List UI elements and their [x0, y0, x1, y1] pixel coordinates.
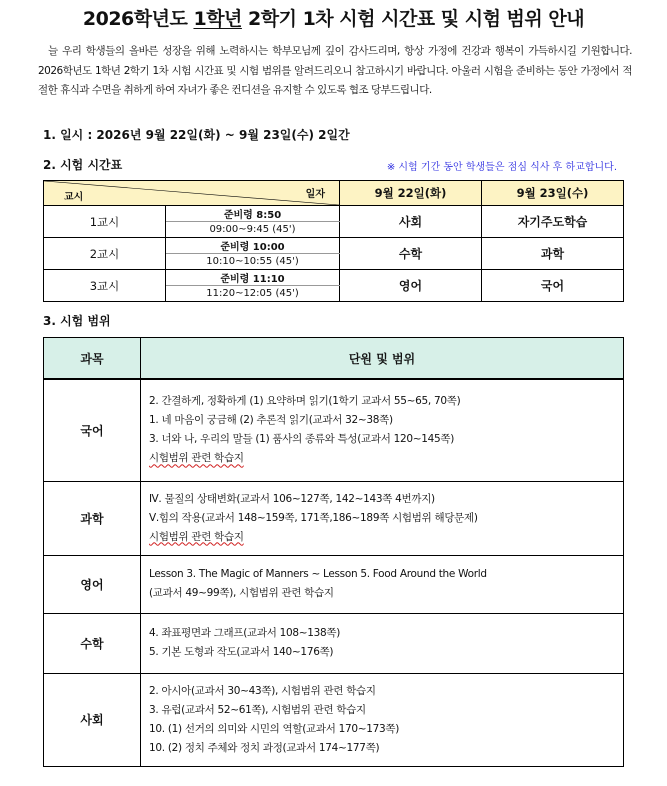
scope-line: 3. 너와 나, 우리의 말들 (1) 품사의 종류와 특성(교과서 120~145쪽) [149, 433, 455, 446]
corner-date-label: 일자 [305, 189, 325, 200]
schedule-table [43, 180, 624, 302]
title-year: 2026학년도 [82, 8, 188, 30]
range-subject-english: 영어 [44, 555, 141, 613]
period-2-ready: 준비령 10:00 [166, 238, 340, 254]
period-2-day1-subject: 수학 [340, 238, 482, 270]
scope-line: (교과서 49~99쪽), 시험범위 관련 학습지 [149, 587, 334, 599]
range-subject-science: 과학 [44, 481, 141, 555]
schedule-corner-cell [44, 181, 340, 206]
section-date: 1. 일시 : 2026년 9월 22일(화) ~ 9월 23일(수) 2일간 [43, 128, 350, 142]
range-header-subject: 과목 [44, 338, 141, 380]
range-subject-korean: 국어 [44, 379, 141, 481]
scope-line: 시험범위 관련 학습지 [149, 452, 244, 465]
scope-line: 4. 좌표평면과 그래프(교과서 108~138쪽) [149, 627, 341, 639]
range-scope-korean [141, 379, 624, 481]
period-3-time: 11:20~12:05 (45') [166, 286, 340, 302]
period-3-day2-subject: 국어 [482, 270, 624, 302]
title-rest: 2학기 1차 시험 시간표 및 시험 범위 안내 [248, 8, 585, 30]
scope-line: Ⅳ. 물질의 상태변화(교과서 106~127쪽, 142~143쪽 4번까지) [149, 492, 435, 505]
section-range-heading: 3. 시험 범위 [43, 314, 111, 328]
scope-line: 10. (2) 정치 주체와 정치 과정(교과서 174~177쪽) [149, 741, 380, 754]
range-scope-social [141, 673, 624, 766]
date-header-2: 9월 23일(수) [482, 181, 624, 206]
intro-paragraph: 늘 우리 학생들의 올바른 성장을 위해 노력하시는 학부모님께 깊이 감사드리며, 항상 가정에 건강과 행복이 가득하시길 기원합니다. 2026학년도 1학년 2학기 1차 시험 시간표 및 시험 범위를 알려드리오니 참고하시기 바랍니다. 아울러 시험을 준비하는 동안 가정에서 적절한 휴식과 수면을 취하게 하여 자녀가 좋은 컨디션을 유지할 수 있도록 협조 당부드립니다. [38, 45, 632, 96]
scope-line: 3. 유럽(교과서 52~61쪽), 시험범위 관련 학습지 [149, 703, 366, 716]
scope-line: Lesson 3. The Magic of Manners ~ Lesson 5. Food Around the World [149, 568, 487, 580]
period-1-day1-subject: 사회 [340, 206, 482, 238]
period-2-time: 10:10~10:55 (45') [166, 254, 340, 270]
section-schedule-heading: 2. 시험 시간표 [43, 158, 123, 172]
range-scope-math [141, 613, 624, 673]
scope-line: 시험범위 관련 학습지 [149, 530, 244, 543]
scope-line: Ⅴ.힘의 작용(교과서 148~159쪽, 171쪽,186~189쪽 시험범위 해당문제) [149, 511, 478, 524]
title-grade: 1학년 [193, 8, 242, 30]
period-1-time: 09:00~9:45 (45') [166, 222, 340, 238]
period-2: 2교시 [44, 238, 166, 270]
period-1-ready: 준비령 8:50 [166, 206, 340, 222]
range-scope-science [141, 481, 624, 555]
range-header-scope: 단원 및 범위 [141, 338, 624, 380]
period-3-day1-subject: 영어 [340, 270, 482, 302]
lunch-note: ※ 시험 기간 동안 학생들은 점심 식사 후 하교합니다. [386, 162, 617, 173]
period-3-ready: 준비령 11:10 [166, 270, 340, 286]
period-2-day2-subject: 과학 [482, 238, 624, 270]
period-3: 3교시 [44, 270, 166, 302]
scope-line: 10. (1) 선거의 의미와 시민의 역할(교과서 170~173쪽) [149, 722, 400, 735]
period-1: 1교시 [44, 206, 166, 238]
scope-line: 5. 기본 도형과 작도(교과서 140~176쪽) [149, 646, 334, 658]
range-table [43, 337, 624, 767]
date-header-1: 9월 22일(화) [340, 181, 482, 206]
scope-line: 2. 아시아(교과서 30~43쪽), 시험범위 관련 학습지 [149, 684, 376, 697]
range-subject-math: 수학 [44, 613, 141, 673]
corner-period-label: 교시 [64, 192, 84, 203]
range-scope-english [141, 555, 624, 613]
range-subject-social: 사회 [44, 673, 141, 766]
document-title [0, 4, 667, 31]
period-1-day2-subject: 자기주도학습 [482, 206, 624, 238]
scope-line: 1. 네 마음이 궁금해 (2) 추론적 읽기(교과서 32~38쪽) [149, 414, 393, 427]
scope-line: 2. 간결하게, 정확하게 (1) 요약하며 읽기(1학기 교과서 55~65, 70쪽) [149, 395, 461, 408]
